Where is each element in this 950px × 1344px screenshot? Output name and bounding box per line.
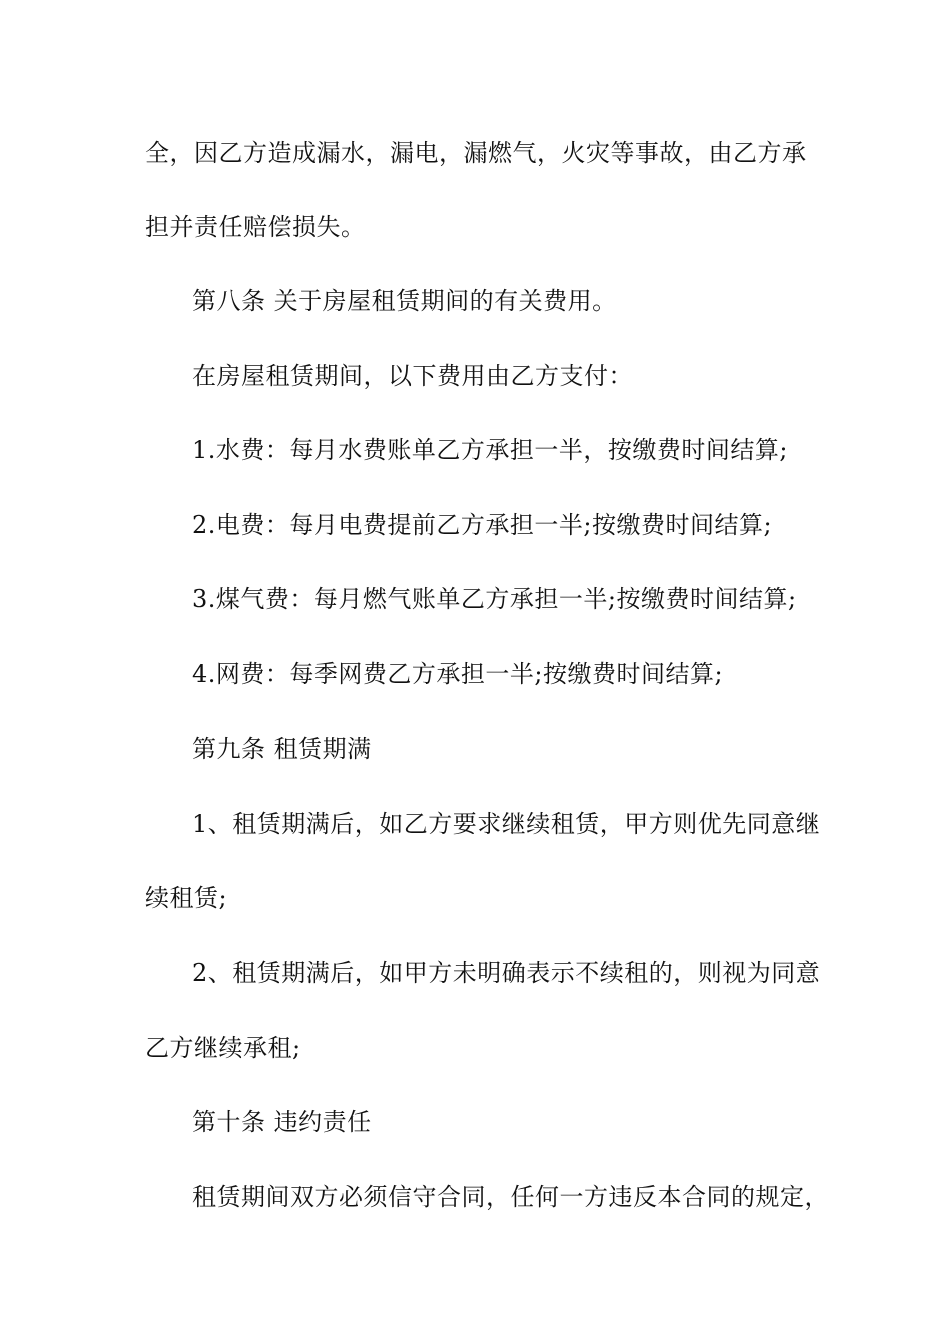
paragraph-line: 租赁期间双方必须信守合同，任何一方违反本合同的规定， bbox=[192, 1183, 829, 1211]
list-item: 3.煤气费：每月燃气账单乙方承担一半;按缴费时间结算; bbox=[192, 585, 797, 613]
list-item: 4.网费：每季网费乙方承担一半;按缴费时间结算; bbox=[192, 660, 724, 688]
paragraph-line: 乙方继续承租; bbox=[145, 1034, 301, 1062]
list-item: 2.电费：每月电费提前乙方承担一半;按缴费时间结算; bbox=[192, 511, 773, 539]
section-heading: 第八条 关于房屋租赁期间的有关费用。 bbox=[192, 287, 617, 315]
paragraph-line: 全，因乙方造成漏水，漏电，漏燃气，火灾等事故，由乙方承 bbox=[145, 139, 807, 167]
paragraph-line: 2、租赁期满后，如甲方未明确表示不续租的，则视为同意 bbox=[192, 959, 821, 987]
list-item: 1.水费：每月水费账单乙方承担一半，按缴费时间结算; bbox=[192, 436, 788, 464]
section-heading: 第九条 租赁期满 bbox=[192, 735, 372, 763]
paragraph-line: 续租赁; bbox=[145, 884, 228, 912]
paragraph-line: 在房屋租赁期间，以下费用由乙方支付： bbox=[192, 362, 633, 390]
section-heading: 第十条 违约责任 bbox=[192, 1108, 372, 1136]
paragraph-line: 担并责任赔偿损失。 bbox=[145, 213, 366, 241]
paragraph-line: 1、租赁期满后，如乙方要求继续租赁，甲方则优先同意继 bbox=[192, 810, 821, 838]
